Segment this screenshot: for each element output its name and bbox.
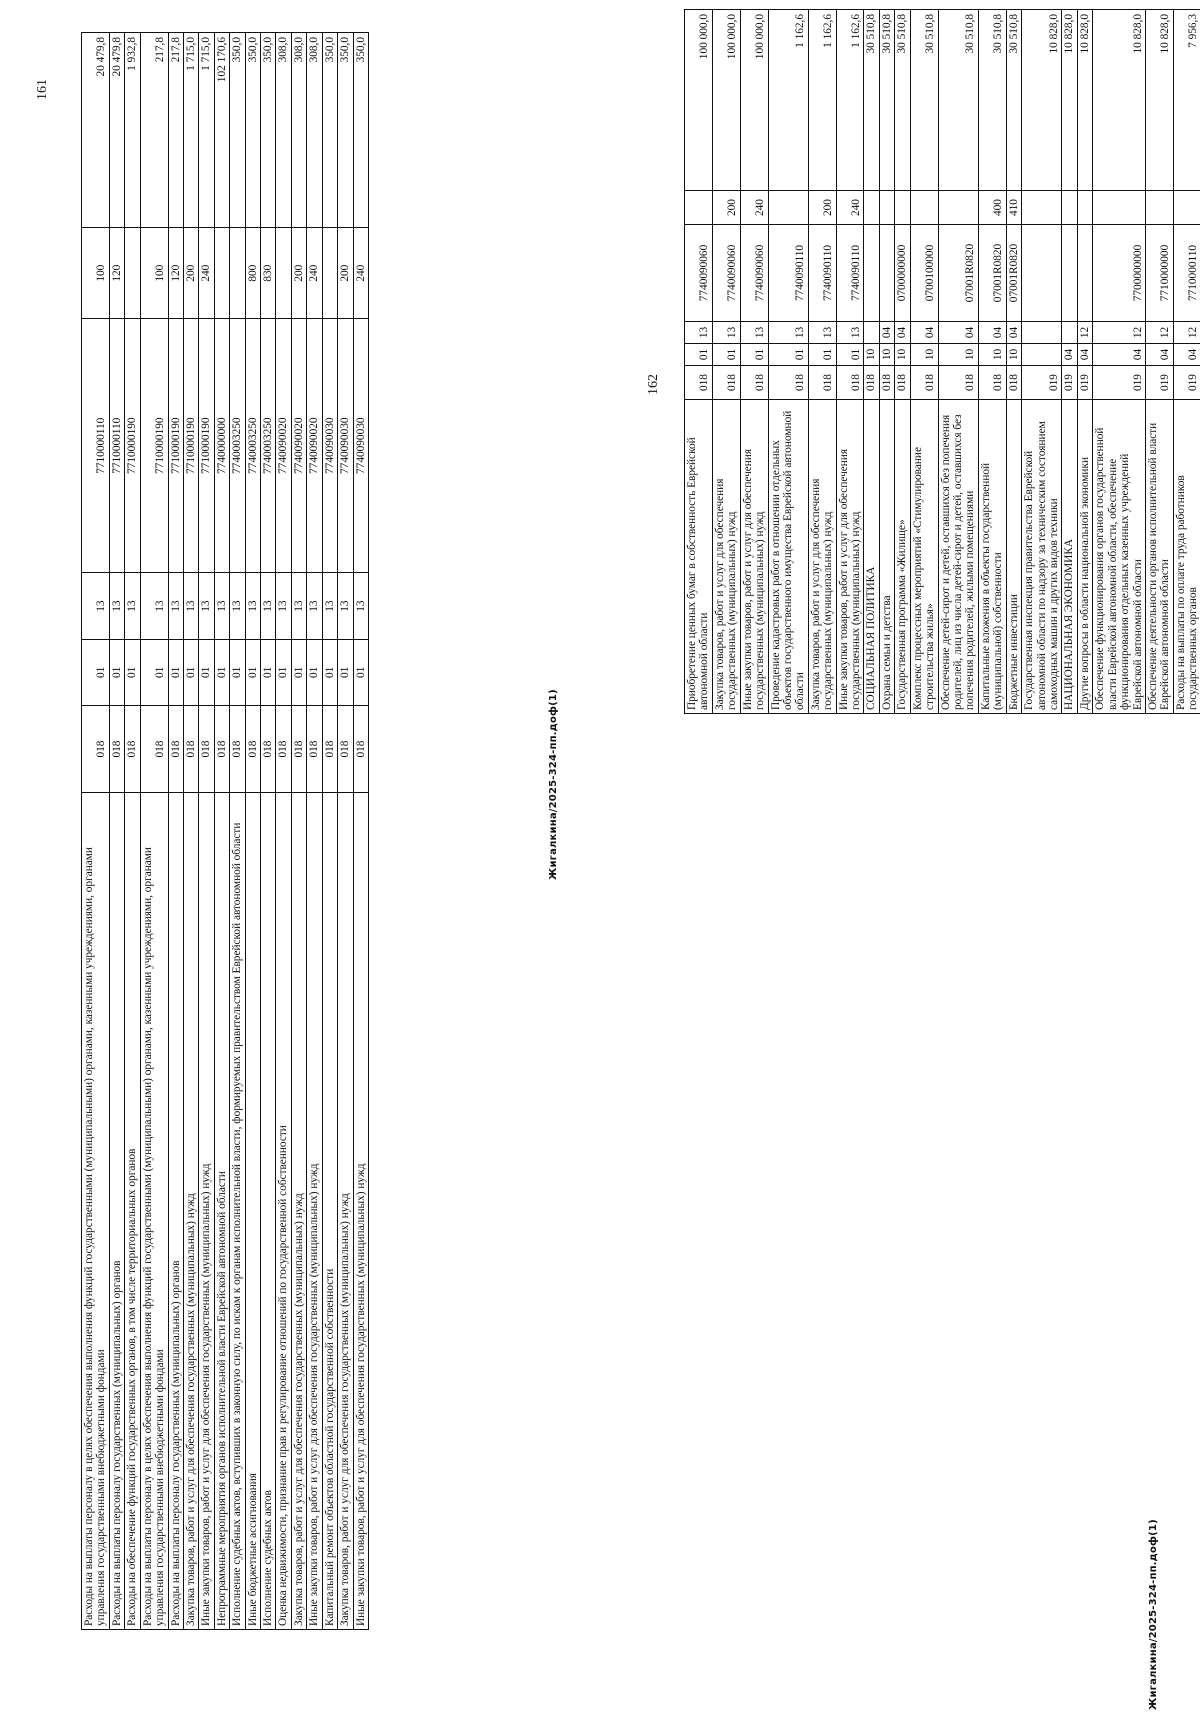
code-gr: 018 <box>938 366 978 400</box>
code-csr: 7740000000 <box>214 318 229 573</box>
table-row <box>109 33 124 1630</box>
row-sum: 10 828,0 <box>1145 10 1173 191</box>
code-vr: 240 <box>836 191 864 225</box>
table-row <box>1093 10 1146 714</box>
code-gr: 018 <box>879 366 894 400</box>
row-name: Расходы на обеспечение функций государственных органов, в том числе территориальных органов <box>125 793 140 1630</box>
budget-table <box>684 9 1200 714</box>
code-gr: 018 <box>230 705 245 792</box>
code-vr: 240 <box>353 228 368 319</box>
code-gr: 018 <box>864 366 879 400</box>
table-row <box>910 10 938 714</box>
code-pr: 12 <box>1093 322 1146 344</box>
code-pr: 13 <box>291 573 306 639</box>
code-csr: 7740090110 <box>768 225 808 322</box>
code-rz: 10 <box>864 344 879 366</box>
code-vr <box>910 191 938 225</box>
table-row <box>307 33 322 1630</box>
code-vr: 240 <box>307 228 322 319</box>
table-row <box>808 10 836 714</box>
table-row <box>864 10 879 714</box>
code-gr: 018 <box>895 366 910 400</box>
code-vr <box>938 191 978 225</box>
code-rz: 01 <box>307 639 322 705</box>
code-gr: 018 <box>245 705 260 792</box>
code-rz: 01 <box>183 639 198 705</box>
code-csr: 7740090110 <box>836 225 864 322</box>
code-rz: 01 <box>125 639 140 705</box>
row-name: Обеспечение функционирования органов государственной власти Еврейской автономной области, обеспечение функционирования отдельных казенных учреждений Еврейской автономной области <box>1093 400 1146 714</box>
code-csr: 7740090020 <box>291 318 306 573</box>
code-gr: 018 <box>353 705 368 792</box>
table-row <box>276 33 291 1630</box>
code-csr: 7710000110 <box>109 318 124 573</box>
code-gr: 018 <box>291 705 306 792</box>
code-gr: 018 <box>322 705 337 792</box>
code-rz: 01 <box>712 344 740 366</box>
code-pr: 13 <box>712 322 740 344</box>
code-rz: 10 <box>1006 344 1021 366</box>
code-pr: 13 <box>276 573 291 639</box>
code-rz: 04 <box>1173 344 1200 366</box>
code-rz: 01 <box>338 639 353 705</box>
code-pr: 13 <box>740 322 768 344</box>
code-pr: 13 <box>168 573 183 639</box>
budget-table <box>81 32 369 1630</box>
code-vr <box>214 228 229 319</box>
code-vr <box>230 228 245 319</box>
table-row <box>261 33 276 1630</box>
row-name: Оценка недвижимости, признание прав и регулирование отношений по государственной собственности <box>276 793 291 1630</box>
code-pr: 13 <box>183 573 198 639</box>
row-sum: 217,8 <box>168 33 183 228</box>
code-vr <box>685 191 713 225</box>
row-name: Иные закупки товаров, работ и услуг для обеспечения государственных (муниципальных) нужд <box>199 793 214 1630</box>
code-pr: 13 <box>808 322 836 344</box>
row-sum: 1 162,6 <box>836 10 864 191</box>
row-sum: 1 162,6 <box>808 10 836 191</box>
code-rz: 01 <box>230 639 245 705</box>
code-vr: 100 <box>140 228 168 319</box>
row-sum: 30 510,8 <box>978 10 1006 191</box>
row-name: Закупка товаров, работ и услуг для обеспечения государственных (муниципальных) нужд <box>338 793 353 1630</box>
table-row <box>836 10 864 714</box>
row-sum: 1 715,0 <box>199 33 214 228</box>
row-sum: 30 510,8 <box>1006 10 1021 191</box>
code-rz: 01 <box>245 639 260 705</box>
table-row <box>125 33 140 1630</box>
row-name: Иные закупки товаров, работ и услуг для обеспечения государственных (муниципальных) нужд <box>740 400 768 714</box>
code-csr: 7710000190 <box>140 318 168 573</box>
code-gr: 018 <box>768 366 808 400</box>
page-number: 162 <box>646 374 661 395</box>
table-row <box>1022 10 1062 714</box>
row-name: Иные закупки товаров, работ и услуг для обеспечения государственных (муниципальных) нужд <box>307 793 322 1630</box>
code-pr: 13 <box>307 573 322 639</box>
code-vr: 200 <box>808 191 836 225</box>
row-sum: 350,0 <box>322 33 337 228</box>
code-vr: 240 <box>199 228 214 319</box>
code-rz: 01 <box>291 639 306 705</box>
code-gr: 018 <box>685 366 713 400</box>
row-name: Исполнение судебных актов <box>261 793 276 1630</box>
row-sum: 10 828,0 <box>1077 10 1092 191</box>
code-pr: 12 <box>1077 322 1092 344</box>
code-pr: 12 <box>1145 322 1173 344</box>
code-csr: 7710000190 <box>199 318 214 573</box>
code-csr: 0700100000 <box>910 225 938 322</box>
code-gr: 018 <box>199 705 214 792</box>
code-vr <box>1173 191 1200 225</box>
code-vr <box>1077 191 1092 225</box>
code-csr: 7710000190 <box>183 318 198 573</box>
row-name: Непрограммные мероприятия органов исполнительной власти Еврейской автономной области <box>214 793 229 1630</box>
code-rz: 04 <box>1062 344 1077 366</box>
table-row <box>1077 10 1092 714</box>
code-gr: 018 <box>140 705 168 792</box>
code-pr: 04 <box>895 322 910 344</box>
code-rz: 01 <box>82 639 110 705</box>
code-vr <box>895 191 910 225</box>
code-pr: 13 <box>214 573 229 639</box>
code-gr: 018 <box>978 366 1006 400</box>
code-gr: 019 <box>1062 366 1077 400</box>
code-pr: 13 <box>199 573 214 639</box>
code-pr: 13 <box>140 573 168 639</box>
row-name: Иные закупки товаров, работ и услуг для обеспечения государственных (муниципальных) нужд <box>836 400 864 714</box>
row-sum: 30 510,8 <box>910 10 938 191</box>
table-row <box>214 33 229 1630</box>
code-rz: 01 <box>740 344 768 366</box>
row-name: Бюджетные инвестиции <box>1006 400 1021 714</box>
row-sum: 350,0 <box>261 33 276 228</box>
code-pr: 04 <box>1006 322 1021 344</box>
row-name: Закупка товаров, работ и услуг для обеспечения государственных (муниципальных) нужд <box>712 400 740 714</box>
row-name: Исполнение судебных актов, вступивших в законную силу, по искам к органам исполнительной власти, формируемых правительством Еврейской автономной области <box>230 793 245 1630</box>
code-pr: 13 <box>768 322 808 344</box>
table-row <box>712 10 740 714</box>
code-csr: 7740090030 <box>338 318 353 573</box>
row-name: Проведение кадастровых работ в отношении отдельных объектов государственного имущества Еврейской автономной области <box>768 400 808 714</box>
code-vr: 120 <box>109 228 124 319</box>
code-rz: 10 <box>879 344 894 366</box>
row-name: Иные закупки товаров, работ и услуг для обеспечения государственных (муниципальных) нужд <box>353 793 368 1630</box>
code-csr: 7710000000 <box>1145 225 1173 322</box>
code-rz <box>1022 344 1062 366</box>
code-rz: 01 <box>214 639 229 705</box>
code-vr: 200 <box>712 191 740 225</box>
code-csr: 7740090060 <box>740 225 768 322</box>
code-csr: 7710000110 <box>1173 225 1200 322</box>
code-csr: 7700000000 <box>1093 225 1146 322</box>
table-row <box>1145 10 1173 714</box>
code-rz: 01 <box>109 639 124 705</box>
row-sum: 30 510,8 <box>864 10 879 191</box>
code-csr: 7740003250 <box>245 318 260 573</box>
code-vr: 830 <box>261 228 276 319</box>
row-name: Обеспечение деятельности органов исполнительной власти Еврейской автономной области <box>1145 400 1173 714</box>
row-sum: 10 828,0 <box>1022 10 1062 191</box>
table-row <box>338 33 353 1630</box>
code-rz: 01 <box>836 344 864 366</box>
row-name: СОЦИАЛЬНАЯ ПОЛИТИКА <box>864 400 879 714</box>
row-sum: 1 715,0 <box>183 33 198 228</box>
table-row <box>291 33 306 1630</box>
code-csr: 7740003250 <box>230 318 245 573</box>
document-footer: Жигалкина/2025-324-пп.доф(1) <box>1148 1519 1159 1710</box>
code-pr: 13 <box>109 573 124 639</box>
code-rz: 01 <box>353 639 368 705</box>
code-rz: 10 <box>895 344 910 366</box>
code-rz: 01 <box>808 344 836 366</box>
row-sum: 20 479,8 <box>82 33 110 228</box>
code-rz: 01 <box>768 344 808 366</box>
table-row <box>353 33 368 1630</box>
code-gr: 018 <box>183 705 198 792</box>
table-row <box>82 33 110 1630</box>
code-rz: 01 <box>168 639 183 705</box>
row-sum: 217,8 <box>140 33 168 228</box>
row-sum: 308,0 <box>276 33 291 228</box>
code-rz: 01 <box>140 639 168 705</box>
code-pr: 13 <box>230 573 245 639</box>
code-rz: 10 <box>938 344 978 366</box>
table-row <box>1173 10 1200 714</box>
row-name: Расходы на выплаты персоналу в целях обеспечения выполнения функций государственными (муниципальными) органами, казенными учреждениями, органами управления государственными внебюджетными фондами <box>140 793 168 1630</box>
code-rz: 04 <box>1145 344 1173 366</box>
row-name: Охрана семьи и детства <box>879 400 894 714</box>
code-gr: 018 <box>307 705 322 792</box>
table-row <box>1062 10 1077 714</box>
code-gr: 018 <box>168 705 183 792</box>
code-pr: 12 <box>1173 322 1200 344</box>
row-name: Капитальные вложения в объекты государственной (муниципальной) собственности <box>978 400 1006 714</box>
code-pr: 04 <box>910 322 938 344</box>
code-vr <box>322 228 337 319</box>
row-sum: 102 170,6 <box>214 33 229 228</box>
row-name: Иные бюджетные ассигнования <box>245 793 260 1630</box>
code-gr: 018 <box>712 366 740 400</box>
code-gr: 019 <box>1145 366 1173 400</box>
code-gr: 018 <box>276 705 291 792</box>
code-csr <box>1022 225 1062 322</box>
row-sum: 1 932,8 <box>125 33 140 228</box>
table-row <box>685 10 713 714</box>
row-name: Расходы на выплаты по оплате труда работников государственных органов <box>1173 400 1200 714</box>
code-pr: 13 <box>322 573 337 639</box>
row-sum: 100 000,0 <box>712 10 740 191</box>
code-vr: 200 <box>183 228 198 319</box>
code-csr: 0700000000 <box>895 225 910 322</box>
table-row <box>938 10 978 714</box>
code-csr: 7740090060 <box>685 225 713 322</box>
code-csr <box>1077 225 1092 322</box>
code-pr: 04 <box>978 322 1006 344</box>
row-name: НАЦИОНАЛЬНАЯ ЭКОНОМИКА <box>1062 400 1077 714</box>
row-sum: 10 828,0 <box>1062 10 1077 191</box>
code-vr: 200 <box>291 228 306 319</box>
code-vr <box>125 228 140 319</box>
row-name: Комплекс процессных мероприятий «Стимулирование строительства жилья» <box>910 400 938 714</box>
page-number: 161 <box>35 79 50 100</box>
table-row <box>168 33 183 1630</box>
table-row <box>230 33 245 1630</box>
code-gr: 018 <box>82 705 110 792</box>
row-sum: 30 510,8 <box>938 10 978 191</box>
row-name: Обеспечение детей-сирот и детей, оставшихся без попечения родителей, лиц из числа детей-сирот и детей, оставшихся без попечения родителей, жилыми помещениями <box>938 400 978 714</box>
row-name: Приобретение ценных бумаг в собственность Еврейской автономной области <box>685 400 713 714</box>
code-csr: 07001R0820 <box>938 225 978 322</box>
code-gr: 019 <box>1022 366 1062 400</box>
table-row <box>322 33 337 1630</box>
code-csr: 7740090020 <box>307 318 322 573</box>
row-sum: 350,0 <box>245 33 260 228</box>
code-rz: 04 <box>1077 344 1092 366</box>
code-rz: 01 <box>199 639 214 705</box>
code-csr: 7740090020 <box>276 318 291 573</box>
row-sum: 350,0 <box>338 33 353 228</box>
row-sum: 308,0 <box>291 33 306 228</box>
table-row <box>879 10 894 714</box>
code-rz: 04 <box>1093 344 1146 366</box>
row-sum: 10 828,0 <box>1093 10 1146 191</box>
code-gr: 018 <box>109 705 124 792</box>
table-row <box>140 33 168 1630</box>
code-rz: 10 <box>910 344 938 366</box>
row-sum: 20 479,8 <box>109 33 124 228</box>
code-csr: 7710000190 <box>125 318 140 573</box>
row-name: Другие вопросы в области национальной экономики <box>1077 400 1092 714</box>
table-row <box>183 33 198 1630</box>
code-csr: 7710000110 <box>82 318 110 573</box>
code-vr <box>1145 191 1173 225</box>
code-csr: 7740003250 <box>261 318 276 573</box>
row-sum: 100 000,0 <box>685 10 713 191</box>
code-vr <box>768 191 808 225</box>
code-gr: 018 <box>338 705 353 792</box>
code-vr: 100 <box>82 228 110 319</box>
code-vr: 800 <box>245 228 260 319</box>
row-sum: 308,0 <box>307 33 322 228</box>
code-gr: 018 <box>1006 366 1021 400</box>
code-csr: 7740090030 <box>353 318 368 573</box>
document-footer: Жигалкина/2025-324-пп.доф(1) <box>548 689 559 880</box>
code-pr: 13 <box>353 573 368 639</box>
row-name: Расходы на выплаты персоналу в целях обеспечения выполнения функций государственными (муниципальными) органами, казенными учреждениями, органами управления государственными внебюджетными фондами <box>82 793 110 1630</box>
code-csr <box>879 225 894 322</box>
code-csr: 7740090030 <box>322 318 337 573</box>
code-rz: 01 <box>276 639 291 705</box>
code-csr: 7740090110 <box>808 225 836 322</box>
code-pr: 13 <box>245 573 260 639</box>
code-pr: 13 <box>261 573 276 639</box>
row-name: Закупка товаров, работ и услуг для обеспечения государственных (муниципальных) нужд <box>183 793 198 1630</box>
code-pr: 13 <box>125 573 140 639</box>
code-vr: 240 <box>740 191 768 225</box>
code-rz: 01 <box>322 639 337 705</box>
code-vr <box>864 191 879 225</box>
code-vr: 410 <box>1006 191 1021 225</box>
row-name: Расходы на выплаты персоналу государственных (муниципальных) органов <box>109 793 124 1630</box>
code-vr <box>1093 191 1146 225</box>
table-row <box>1006 10 1021 714</box>
table-row <box>740 10 768 714</box>
code-csr: 07001R0820 <box>1006 225 1021 322</box>
code-gr: 019 <box>1077 366 1092 400</box>
code-pr <box>864 322 879 344</box>
row-sum: 100 000,0 <box>740 10 768 191</box>
table-row <box>768 10 808 714</box>
code-gr: 018 <box>214 705 229 792</box>
code-pr: 13 <box>836 322 864 344</box>
code-gr: 018 <box>740 366 768 400</box>
code-gr: 018 <box>808 366 836 400</box>
code-rz: 01 <box>261 639 276 705</box>
code-vr <box>276 228 291 319</box>
table-row <box>199 33 214 1630</box>
code-pr: 13 <box>82 573 110 639</box>
table-row <box>245 33 260 1630</box>
code-rz: 10 <box>978 344 1006 366</box>
row-name: Государственная инспекция правительства Еврейской автономной области по надзору за техническим состоянием самоходных машин и других видов техники <box>1022 400 1062 714</box>
row-name: Закупка товаров, работ и услуг для обеспечения государственных (муниципальных) нужд <box>291 793 306 1630</box>
code-csr: 7740090060 <box>712 225 740 322</box>
row-name: Капитальный ремонт объектов областной государственной собственности <box>322 793 337 1630</box>
row-sum: 30 510,8 <box>895 10 910 191</box>
code-csr <box>1062 225 1077 322</box>
code-gr: 019 <box>1093 366 1146 400</box>
code-pr: 04 <box>938 322 978 344</box>
row-name: Расходы на выплаты персоналу государственных (муниципальных) органов <box>168 793 183 1630</box>
row-sum: 1 162,6 <box>768 10 808 191</box>
table-row <box>978 10 1006 714</box>
code-vr: 200 <box>338 228 353 319</box>
code-rz: 01 <box>685 344 713 366</box>
code-gr: 019 <box>1173 366 1200 400</box>
row-sum: 350,0 <box>230 33 245 228</box>
row-sum: 350,0 <box>353 33 368 228</box>
code-gr: 018 <box>910 366 938 400</box>
code-pr: 04 <box>879 322 894 344</box>
code-vr: 120 <box>168 228 183 319</box>
code-csr: 07001R0820 <box>978 225 1006 322</box>
code-gr: 018 <box>836 366 864 400</box>
code-csr: 7710000190 <box>168 318 183 573</box>
code-pr: 13 <box>338 573 353 639</box>
code-vr <box>1062 191 1077 225</box>
code-vr <box>1022 191 1062 225</box>
code-csr <box>864 225 879 322</box>
row-name: Государственная программа «Жилище» <box>895 400 910 714</box>
row-name: Закупка товаров, работ и услуг для обеспечения государственных (муниципальных) нужд <box>808 400 836 714</box>
code-gr: 018 <box>125 705 140 792</box>
code-vr <box>879 191 894 225</box>
table-row <box>895 10 910 714</box>
code-pr: 13 <box>685 322 713 344</box>
code-pr <box>1062 322 1077 344</box>
row-sum: 30 510,8 <box>879 10 894 191</box>
code-gr: 018 <box>261 705 276 792</box>
page-162 <box>600 0 1200 1720</box>
code-vr: 400 <box>978 191 1006 225</box>
row-sum: 7 956,3 <box>1173 10 1200 191</box>
code-pr <box>1022 322 1062 344</box>
